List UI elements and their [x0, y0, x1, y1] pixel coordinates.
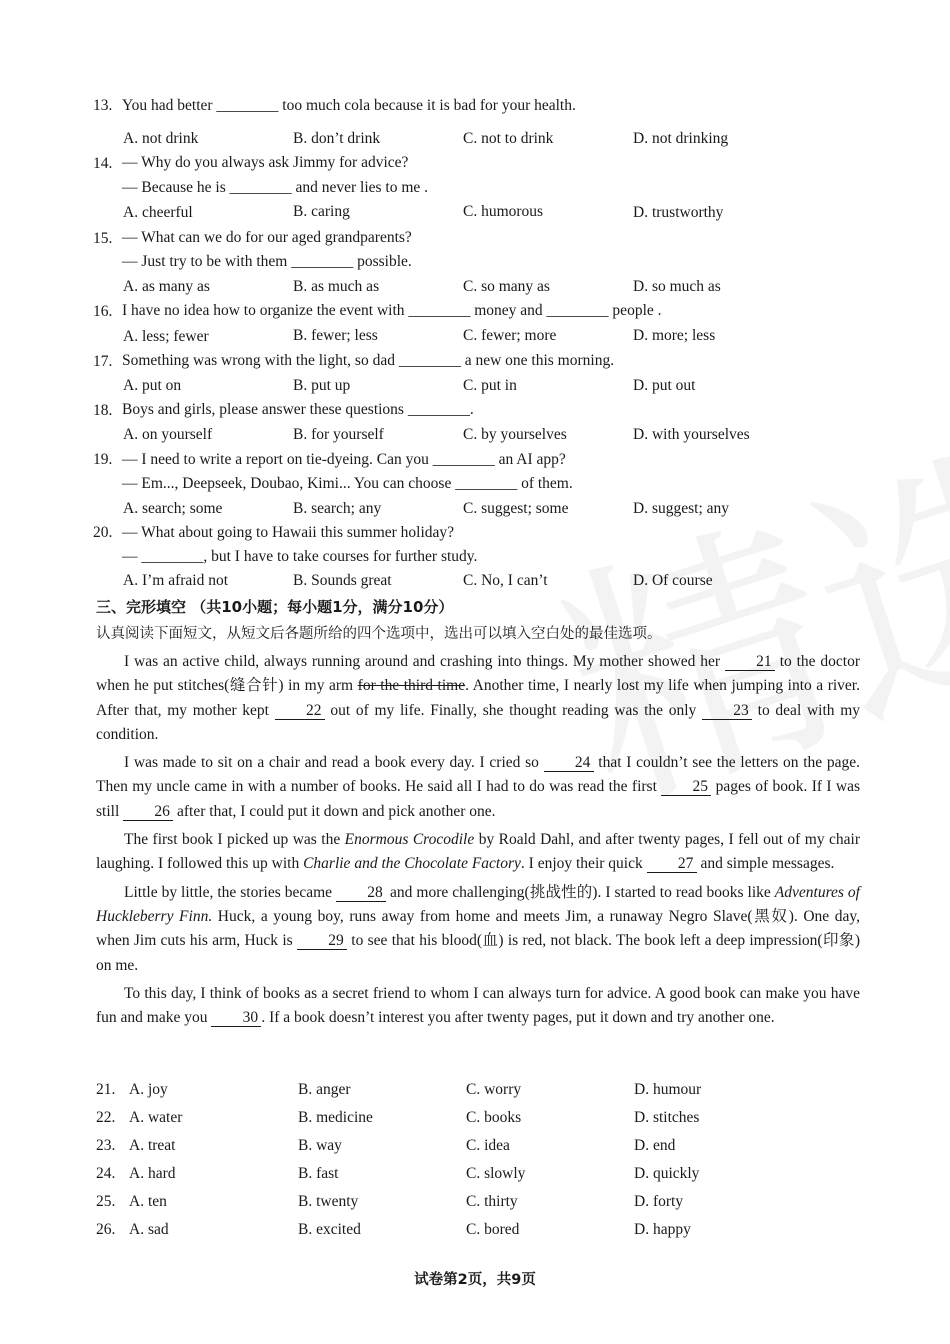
option-d: D. suggest; any	[633, 500, 730, 517]
question-number: 19.	[93, 451, 113, 468]
option-c: C. worry	[466, 1081, 522, 1098]
option-c: C. by yourselves	[463, 426, 567, 443]
option-a: A. not drink	[123, 130, 199, 147]
question-text: — I need to write a report on tie-dyeing. Can you ________ an AI app?	[122, 451, 566, 468]
option-a: A. less; fewer	[123, 328, 209, 345]
option-b: B. fewer; less	[293, 327, 378, 344]
question-text: — What about going to Hawaii this summer holiday?	[122, 524, 455, 541]
question-number: 25.	[96, 1193, 116, 1210]
option-d: D. forty	[634, 1193, 684, 1210]
blank-30[interactable]: 30	[211, 1009, 261, 1027]
option-c: C. not to drink	[463, 130, 554, 147]
paragraph-4: Little by little, the stories became 28 and more challenging(挑战性的). I started to read books like Adventures of Huckleberry Finn. Huck, a young boy, runs away from home and meets Jim, a runaway Negro Slave(黑奴). One day, when Jim cuts his arm, Huck is 29 to see that his blood(血) is red, not black. The book left a deep impression(印象) on me.	[96, 883, 860, 974]
option-c: C. No, I can’t	[463, 572, 548, 589]
blank-28[interactable]: 28	[336, 884, 386, 902]
blank-23[interactable]: 23	[702, 702, 752, 720]
paragraph-5: To this day, I think of books as a secret friend to whom I can always turn for advice. A good book can make you have fun and make you 30 . If a book doesn’t interest you after twenty pages, put it down and try another one.	[96, 984, 860, 1027]
paragraph-1: I was an active child, always running around and crashing into things. My mother showed her 21 to the doctor when he put stitches(缝合针) in my arm for the third time. Another time, I nearly lost my life when jumping into a river. After that, my mother kept 22 out of my life. Finally, she thought reading was the only 23 to deal with my condition.	[96, 653, 861, 743]
option-a: A. cheerful	[123, 204, 193, 221]
option-a: A. hard	[129, 1165, 176, 1182]
option-c: C. suggest; some	[463, 500, 569, 517]
option-a: A. joy	[129, 1081, 168, 1098]
paragraph-2: I was made to sit on a chair and read a book every day. I cried so 24 that I couldn’t see the letters on the page. Then my uncle came in with a number of books. He said all I had to do was read the first 25 pages of book. If I was still 26 after that, I could put it down and pick another one.	[96, 754, 860, 820]
option-c: C. slowly	[466, 1165, 526, 1182]
section-title: 三、完形填空 （共10小题；每小题1分，满分10分）	[96, 598, 454, 616]
option-b: B. as much as	[293, 278, 380, 295]
option-a: A. search; some	[123, 500, 223, 517]
struck-text: for the third time	[357, 677, 466, 695]
option-b: B. search; any	[293, 500, 382, 517]
question-number: 21.	[96, 1081, 116, 1098]
option-d: D. end	[634, 1137, 676, 1154]
blank-21[interactable]: 21	[725, 653, 775, 671]
option-b: B. fast	[298, 1165, 339, 1182]
book-title: Enormous Crocodile	[344, 831, 475, 849]
option-a: A. as many as	[123, 278, 210, 295]
blank-27[interactable]: 27	[647, 855, 697, 873]
question-number: 20.	[93, 524, 113, 541]
blank-25[interactable]: 25	[661, 778, 711, 796]
option-d: D. quickly	[634, 1165, 700, 1182]
option-d: D. happy	[634, 1221, 691, 1238]
option-b: B. don’t drink	[293, 130, 381, 147]
option-d: D. put out	[633, 377, 696, 394]
question-text: You had better ________ too much cola because it is bad for your health.	[122, 97, 576, 114]
question-text: Boys and girls, please answer these questions ________.	[122, 401, 474, 418]
option-c: C. idea	[466, 1137, 510, 1154]
question-number: 26.	[96, 1221, 116, 1238]
option-a: A. ten	[129, 1193, 167, 1210]
question-number: 17.	[93, 353, 113, 370]
option-d: D. with yourselves	[633, 426, 750, 443]
option-b: B. put up	[293, 377, 351, 394]
option-c: C. bored	[466, 1221, 520, 1238]
option-c: C. thirty	[466, 1193, 518, 1210]
question-text: — Em..., Deepseek, Doubao, Kimi... You can choose ________ of them.	[122, 475, 573, 492]
option-d: D. stitches	[634, 1109, 700, 1126]
section-instruction: 认真阅读下面短文，从短文后各题所给的四个选项中，选出可以填入空白处的最佳选项。	[96, 626, 662, 642]
question-text: — ________, but I have to take courses for further study.	[122, 548, 478, 565]
option-c: C. books	[466, 1109, 522, 1126]
option-b: B. way	[298, 1137, 342, 1154]
option-b: B. for yourself	[293, 426, 384, 443]
option-c: C. put in	[463, 377, 517, 394]
book-title: Adventures of Huckleberry Finn.	[96, 883, 860, 925]
question-number: 13.	[93, 97, 113, 114]
option-d: D. so much as	[633, 278, 721, 295]
blank-22[interactable]: 22	[275, 702, 325, 720]
option-b: B. excited	[298, 1221, 361, 1238]
option-d: D. not drinking	[633, 130, 729, 147]
question-number: 18.	[93, 402, 113, 419]
option-b: B. anger	[298, 1081, 351, 1098]
option-d: D. trustworthy	[633, 204, 724, 221]
blank-24[interactable]: 24	[544, 754, 594, 772]
question-text: — What can we do for our aged grandparents?	[122, 229, 412, 246]
question-text: — Because he is ________ and never lies to me .	[122, 179, 429, 196]
question-number: 14.	[93, 155, 113, 172]
option-a: A. water	[129, 1109, 183, 1126]
book-title: Charlie and the Chocolate Factory	[303, 855, 521, 873]
option-d: D. humour	[634, 1081, 702, 1098]
page-footer: 试卷第2页，共9页	[414, 1272, 536, 1288]
question-text: Something was wrong with the light, so dad ________ a new one this morning.	[122, 352, 615, 369]
blank-29[interactable]: 29	[297, 932, 347, 950]
option-b: B. Sounds great	[293, 572, 392, 589]
question-text: I have no idea how to organize the event with ________ money and ________ people .	[122, 302, 662, 319]
option-c: C. so many as	[463, 278, 550, 295]
option-c: C. fewer; more	[463, 327, 557, 344]
option-c: C. humorous	[463, 203, 544, 220]
option-d: D. more; less	[633, 327, 716, 344]
option-d: D. Of course	[633, 572, 713, 589]
blank-26[interactable]: 26	[123, 803, 173, 821]
question-number: 23.	[96, 1137, 116, 1154]
question-number: 22.	[96, 1109, 116, 1126]
option-b: B. caring	[293, 203, 350, 220]
option-b: B. medicine	[298, 1109, 373, 1126]
question-number: 16.	[93, 303, 113, 320]
option-a: A. I’m afraid not	[123, 572, 229, 589]
option-a: A. put on	[123, 377, 182, 394]
cloze-passage	[96, 650, 860, 1030]
option-a: A. sad	[129, 1221, 169, 1238]
question-number: 15.	[93, 230, 113, 247]
option-a: A. on yourself	[123, 426, 213, 443]
question-text: — Just try to be with them ________ possible.	[122, 253, 412, 270]
option-a: A. treat	[129, 1137, 176, 1154]
paragraph-3: The first book I picked up was the Enormous Crocodile by Roald Dahl, and after twenty pages, I fell out of my chair laughing. I followed this up with Charlie and the Chocolate Factory. I enjoy their quick 27 and simple messages.	[96, 831, 860, 873]
question-text: — Why do you always ask Jimmy for advice?	[122, 154, 409, 171]
option-b: B. twenty	[298, 1193, 359, 1210]
question-number: 24.	[96, 1165, 116, 1182]
